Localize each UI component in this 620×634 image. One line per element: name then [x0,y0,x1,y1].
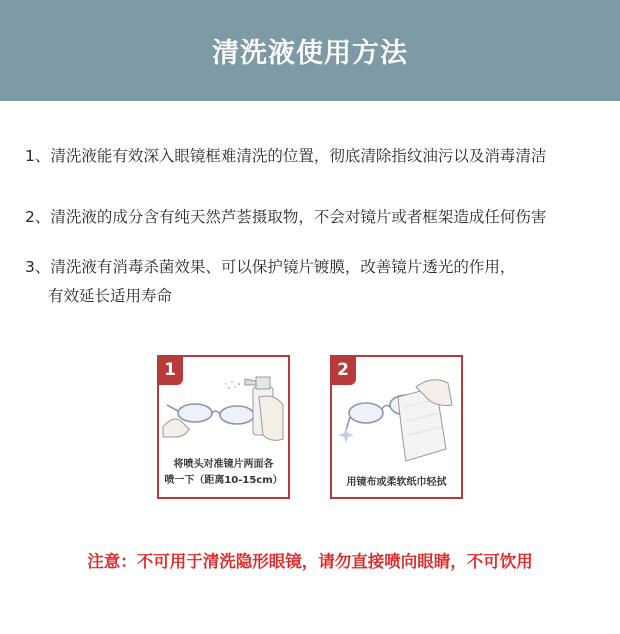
step-1-number-badge [157,355,183,385]
step-2-card [330,355,463,499]
step-2-caption-line1: 用镜布或柔软纸巾轻拭 [346,477,447,488]
step-1-caption-line1: 将喷头对准镜片两面各 [173,459,274,470]
instruction-3-line1: 3、清洗液有消毒杀菌效果、可以保护镜片镀膜，改善镜片透光的作用， [25,258,516,276]
instruction-2: 2、清洗液的成分含有纯天然芦荟摄取物，不会对镜片或者框架造成任何伤害 [25,208,547,226]
step-2-caption [332,475,461,491]
instruction-1: 1、清洗液能有效深入眼镜框难清洗的位置，彻底清除指纹油污以及消毒清洁 [25,147,547,165]
step-1-number: 1 [164,360,176,380]
instruction-3 [25,253,600,311]
warning-text: 注意：不可用于清洗隐形眼镜，请勿直接喷向眼睛，不可饮用 [87,552,533,571]
instruction-3-line2: 有效延长适用寿命 [48,287,173,305]
step-1-card [157,355,290,499]
step-1-caption [159,457,288,489]
title-banner [0,0,620,101]
page-title: 清洗液使用方法 [212,38,408,69]
step-2-number: 2 [337,360,349,380]
step-2-number-badge [330,355,356,385]
step-1-caption-line2: 喷一下（距离10-15cm） [164,475,283,486]
